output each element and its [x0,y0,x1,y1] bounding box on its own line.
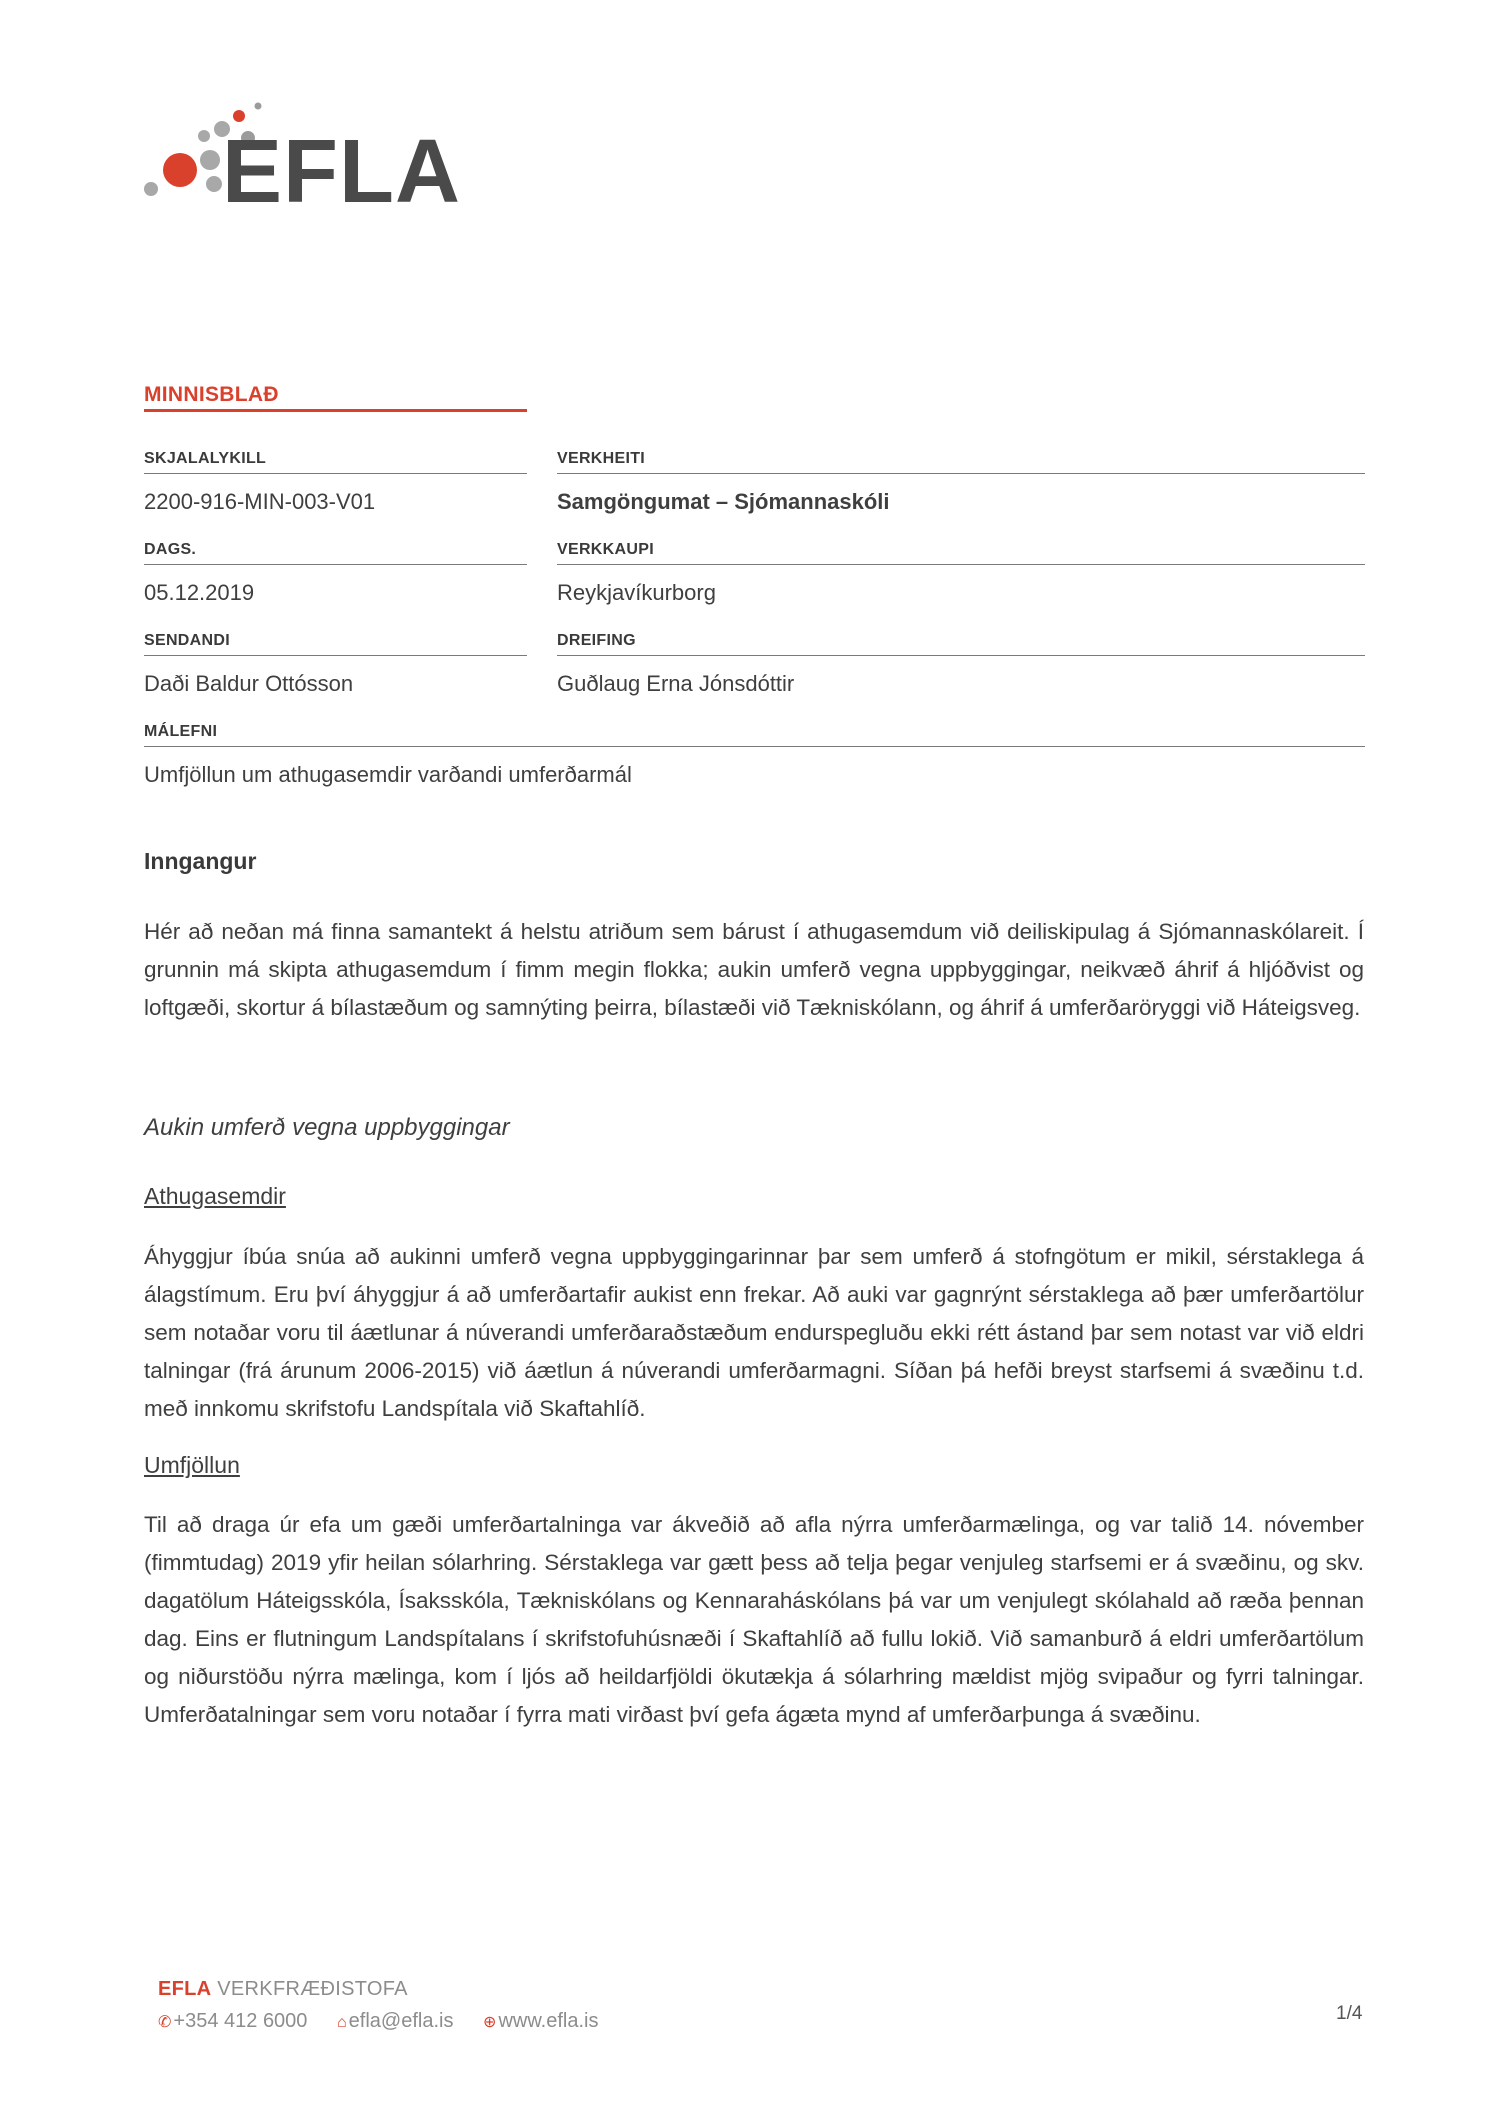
sendandi-label: SENDANDI [144,632,230,649]
verkheiti-label: VERKHEITI [557,450,646,467]
footer-web[interactable]: www.efla.is [498,2010,599,2032]
footer-phone: +354 412 6000 [173,2010,308,2032]
divider [557,473,1365,474]
section-heading: Aukin umferð vegna uppbyggingar [144,1114,510,1141]
umfjollun-heading: Umfjöllun [144,1452,240,1478]
svg-text:EFLA: EFLA [222,122,461,206]
verkkaupi-value: Reykjavíkurborg [557,580,716,605]
umfjollun-paragraph: Til að draga úr efa um gæði umferðartalninga var ákveðið að afla nýrra umferðarmælinga, og var talið 14. nóvember (fimmtudag) 2019 yfir heilan sólarhring. Sérstaklega var gætt þess að telja þegar venjuleg starfsemi er á svæðinu, og skv. dagatölum Háteigsskóla, Ísaksskóla, Tækniskólans og Kennaraháskólans þá var um venjulegt skólahald að ræða þennan dag. Eins er flutningum Landspítalans í skrifstofuhúsnæði í Skaftahlíð að fullu lokið. Við samanburð á eldri umferðartölum og niðurstöðu nýrra mælinga, kom í ljós að heildarfjöldi ökutækja á sólarhring mældist mjög svipaður og fyrri talningar. Umferðatalningar sem voru notaðar í fyrra mati virðast því gefa ágæta mynd af umferðarþunga á svæðinu. [144,1512,1364,1727]
athugasemdir-heading: Athugasemdir [144,1183,286,1209]
page-number: 1/4 [1336,2003,1363,2024]
verkkaupi-label: VERKKAUPI [557,541,654,558]
footer-brand-suffix: VERKFRÆÐISTOFA [217,1978,408,2000]
memo-title-rule [144,409,527,412]
skjalalykill-label: SKJALALYKILL [144,450,267,467]
divider [144,655,527,656]
efla-logo [140,96,480,206]
athugasemdir-paragraph: Áhyggjur íbúa snúa að aukinni umferð vegna uppbyggingarinnar þar sem umferð á stofngötum er mikil, sérstaklega á álagstímum. Eru því áhyggjur á að umferðartafir aukist enn frekar. Að auki var gagnrýnt sérstaklega að þær umferðartölur sem notaðar voru til áætlunar á núverandi umferðaraðstæðum endurspegluðu ekki rétt ástand þar sem notast var við eldri talningar (frá árunum 2006-2015) við áætlun á núverandi umferðarmagni. Síðan þá hefði breyst starfsemi á svæðinu t.d. með innkomu skrifstofu Landspítala við Skaftahlíð. [144,1244,1364,1421]
divider [144,473,527,474]
divider [144,746,1365,747]
dreifing-value: Guðlaug Erna Jónsdóttir [557,671,795,696]
malefni-label: MÁLEFNI [144,723,218,740]
skjalalykill-value: 2200-916-MIN-003-V01 [144,489,376,514]
phone-icon: ✆ [158,2014,172,2031]
footer-contact [158,2010,622,2033]
divider [144,564,527,565]
footer-email[interactable]: efla@efla.is [348,2010,454,2032]
footer-brand [158,1978,408,2001]
divider [557,564,1365,565]
home-icon: ⌂ [337,2014,347,2031]
inngangur-heading: Inngangur [144,848,257,874]
footer-brand-name: EFLA [158,1978,212,2000]
dags-value: 05.12.2019 [144,580,255,605]
sendandi-value: Daði Baldur Ottósson [144,671,354,696]
inngangur-paragraph: Hér að neðan má finna samantekt á helstu atriðum sem bárust í athugasemdum við deiliskipulag á Sjómannaskólareit. Í grunnin má skipta athugasemdum í fimm megin flokka; aukin umferð vegna uppbyggingar, neikvæð áhrif á hljóðvist og loftgæði, skortur á bílastæðum og samnýting þeirra, bílastæði við Tækniskólann, og áhrif á umferðaröryggi við Háteigsveg. [144,919,1364,1020]
malefni-value: Umfjöllun um athugasemdir varðandi umferðarmál [144,762,632,787]
memo-title: MINNISBLAÐ [144,383,279,406]
dreifing-label: DREIFING [557,632,636,649]
globe-icon: ⊕ [483,2014,497,2031]
verkheiti-value: Samgöngumat – Sjómannaskóli [557,489,890,514]
divider [557,655,1365,656]
dags-label: DAGS. [144,541,197,558]
